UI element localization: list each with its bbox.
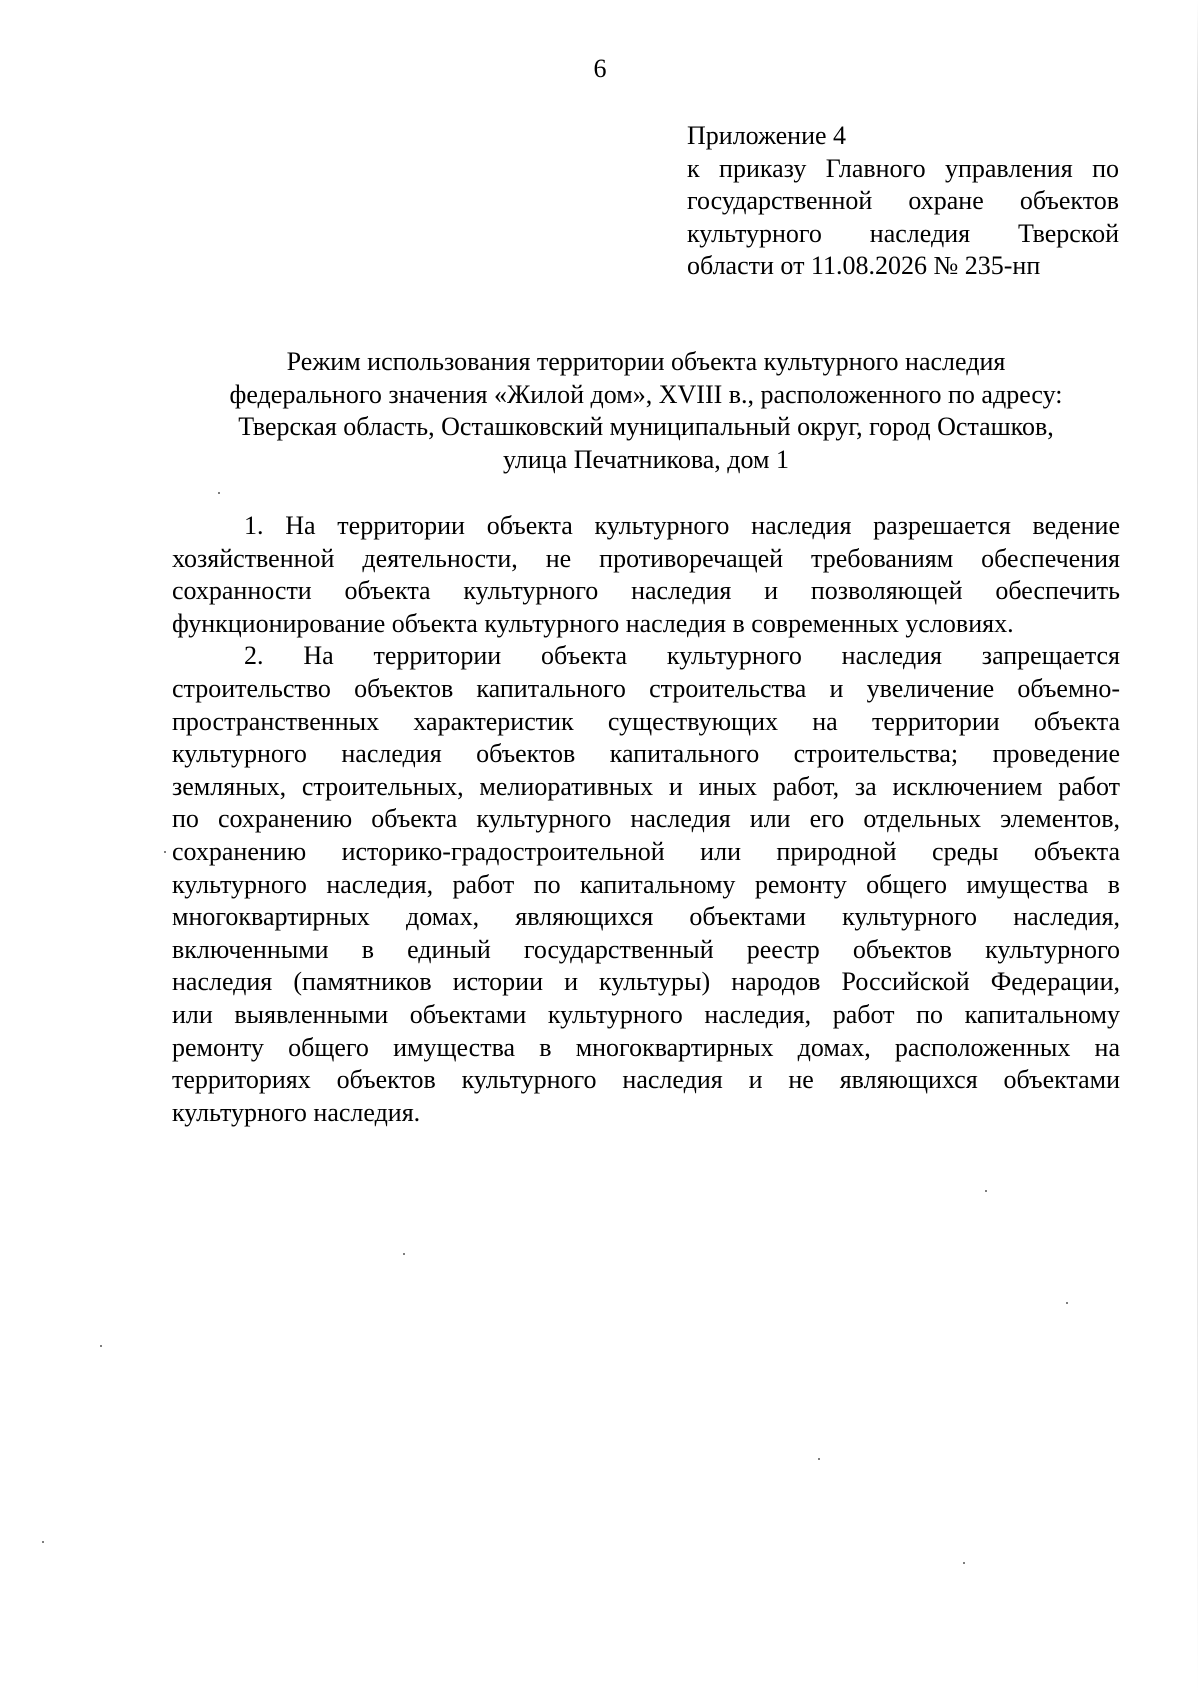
text-line: культурного наследия, работ по капитальному ремонту общего имущества в [172,869,1120,899]
scan-speck [218,492,220,494]
scan-speck [403,1253,405,1255]
text-line: 1. На территории объекта культурного наследия разрешается ведение [244,511,1120,540]
text-line: пространственных характеристик существующих на территории объекта [172,706,1120,736]
scan-speck [985,1190,987,1192]
title-line: федерального значения «Жилой дом», XVIII в., расположенного по адресу: [229,379,1063,409]
text-line: сохранности объекта культурного наследия и позволяющей обеспечить [172,576,1120,606]
text-line: функционирование объекта культурного наследия в современных условиях. [172,608,1014,638]
document-title [172,346,1120,476]
appendix-line: к приказу Главного управления по [687,153,1119,183]
title-line: Тверская область, Осташковский муниципальный округ, город Осташков, [238,412,1054,441]
text-line: ремонту общего имущества в многоквартирных домах, расположенных на [172,1032,1120,1062]
paragraph-1 [172,510,1120,640]
scan-speck [164,851,166,853]
text-line: земляных, строительных, мелиоративных и иных работ, за исключением работ [172,771,1120,801]
scan-speck [818,1458,820,1460]
text-line: культурного наследия объектов капитального строительства; проведение [172,739,1120,769]
scan-edge-line [1197,0,1198,1695]
text-line: включенными в единый государственный реестр объектов культурного [172,934,1120,964]
text-line: хозяйственной деятельности, не противоречащей требованиям обеспечения [172,543,1120,573]
text-line: многоквартирных домах, являющихся объектами культурного наследия, [172,902,1120,932]
appendix-line: культурного наследия Тверской [687,218,1119,248]
appendix-line: Приложение 4 [687,121,847,150]
paragraph-2 [172,640,1120,1129]
text-line: территориях объектов культурного наследия и не являющихся объектами [172,1065,1120,1095]
scan-speck [1066,1302,1068,1304]
page-number: 6 [593,54,607,83]
appendix-header [687,120,1119,283]
text-line: сохранению историко-градостроительной или природной среды объекта [172,836,1120,866]
text-line: наследия (памятников истории и культуры) народов Российской Федерации, [172,967,1120,997]
appendix-line: области от 11.08.2026 № 235-нп [687,251,1041,280]
scan-speck [963,1562,965,1564]
scan-speck [100,1345,102,1347]
text-line: строительство объектов капитального строительства и увеличение объемно- [172,673,1120,703]
appendix-line: государственной охране объектов [687,186,1119,215]
title-line: улица Печатникова, дом 1 [503,444,789,474]
text-line: 2. На территории объекта культурного наследия запрещается [244,641,1120,671]
text-line: по сохранению объекта культурного наследия или его отдельных элементов, [172,804,1120,834]
text-line: культурного наследия. [172,1097,421,1127]
title-line: Режим использования территории объекта культурного наследия [286,347,1006,376]
scan-speck [42,1541,44,1543]
text-line: или выявленными объектами культурного наследия, работ по капитальному [172,999,1120,1029]
document-body [172,510,1120,1129]
